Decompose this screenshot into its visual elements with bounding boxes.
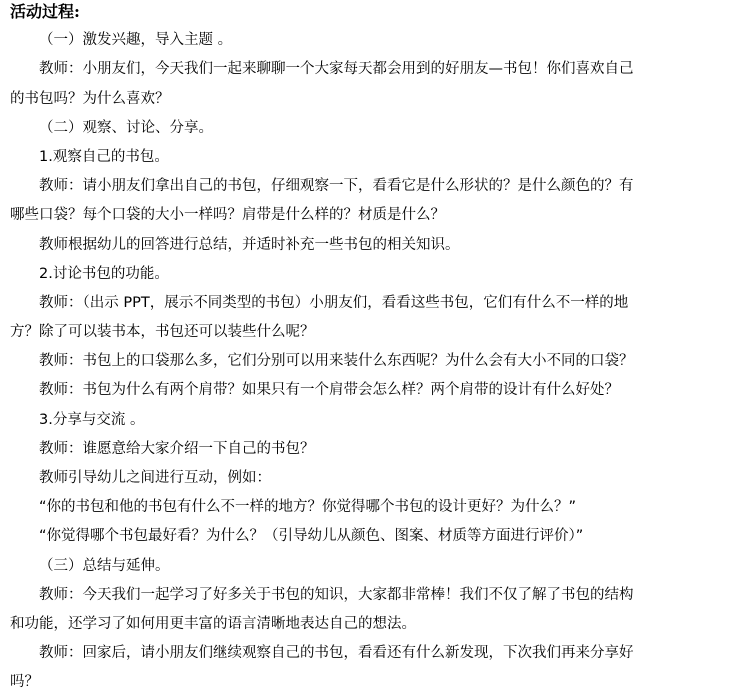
text-line: 教师：谁愿意给大家介绍一下自己的书包？ [39,440,315,457]
text-line: 和功能，还学习了如何用更丰富的语言清晰地表达自己的想法。 [10,615,416,632]
text-line: 3.分享与交流 。 [39,411,145,428]
text-line: （一）激发兴趣，导入主题 。 [39,32,233,49]
paragraph [0,581,739,639]
paragraph [0,493,739,522]
text-line: （二）观察、讨论、分享。 [39,119,213,136]
text-line: 方？除了可以装书本，书包还可以装些什么呢？ [10,324,315,341]
text-line: 教师引导幼儿之间进行互动，例如： [39,470,271,486]
text-line: 1.观察自己的书包。 [39,148,169,165]
text-line: “你的书包和他的书包有什么不一样的地方？你觉得哪个书包的设计更好？为什么？” [39,499,577,516]
text-line: 教师：回家后，请小朋友们继续观察自己的书包，看看还有什么新发现，下次我们再来分享好 [39,645,634,662]
paragraph [0,406,739,435]
section-heading: 活动过程: [10,2,80,21]
text-line: 教师：书包为什么有两个肩带？如果只有一个肩带会怎么样？两个肩带的设计有什么好处？ [39,382,619,399]
text-line: 教师：今天我们一起学习了好多关于书包的知识，大家都非常棒！我们不仅了解了书包的结构 [39,586,634,603]
paragraph [0,231,739,260]
paragraph [0,289,739,347]
paragraph [0,435,739,464]
text-line: 教师：书包上的口袋那么多，它们分别可以用来装什么东西呢？为什么会有大小不同的口袋？ [39,353,634,370]
paragraph [0,464,739,493]
paragraph [0,172,739,230]
text-line: 教师：请小朋友们拿出自己的书包，仔细观察一下，看看它是什么形状的？是什么颜色的？有 [39,178,634,195]
text-line: 教师根据幼儿的回答进行总结，并适时补充一些书包的相关知识。 [39,236,460,253]
paragraph [0,376,739,405]
paragraph [0,143,739,172]
text-line: 教师：（出示 PPT，展示不同类型的书包）小朋友们，看看这些书包，它们有什么不一样的地 [39,294,629,311]
text-line: “你觉得哪个书包最好看？为什么？（引导幼儿从颜色、图案、材质等方面进行评价）” [39,528,584,545]
paragraph [0,347,739,376]
text-line: （三）总结与延伸。 [39,557,170,574]
text-line: 吗？ [10,674,39,691]
paragraph [0,522,739,551]
paragraph [0,552,739,581]
text-line: 教师：小朋友们，今天我们一起来聊聊一个大家每天都会用到的好朋友—书包！你们喜欢自己 [39,61,634,78]
text-line: 哪些口袋？每个口袋的大小一样吗？肩带是什么样的？材质是什么？ [10,207,445,224]
paragraph [0,55,739,113]
paragraph [0,26,739,55]
paragraph [0,260,739,289]
paragraph [0,639,739,697]
text-line: 2.讨论书包的功能。 [39,265,169,282]
paragraph [0,114,739,143]
text-line: 的书包吗？为什么喜欢？ [10,90,170,107]
